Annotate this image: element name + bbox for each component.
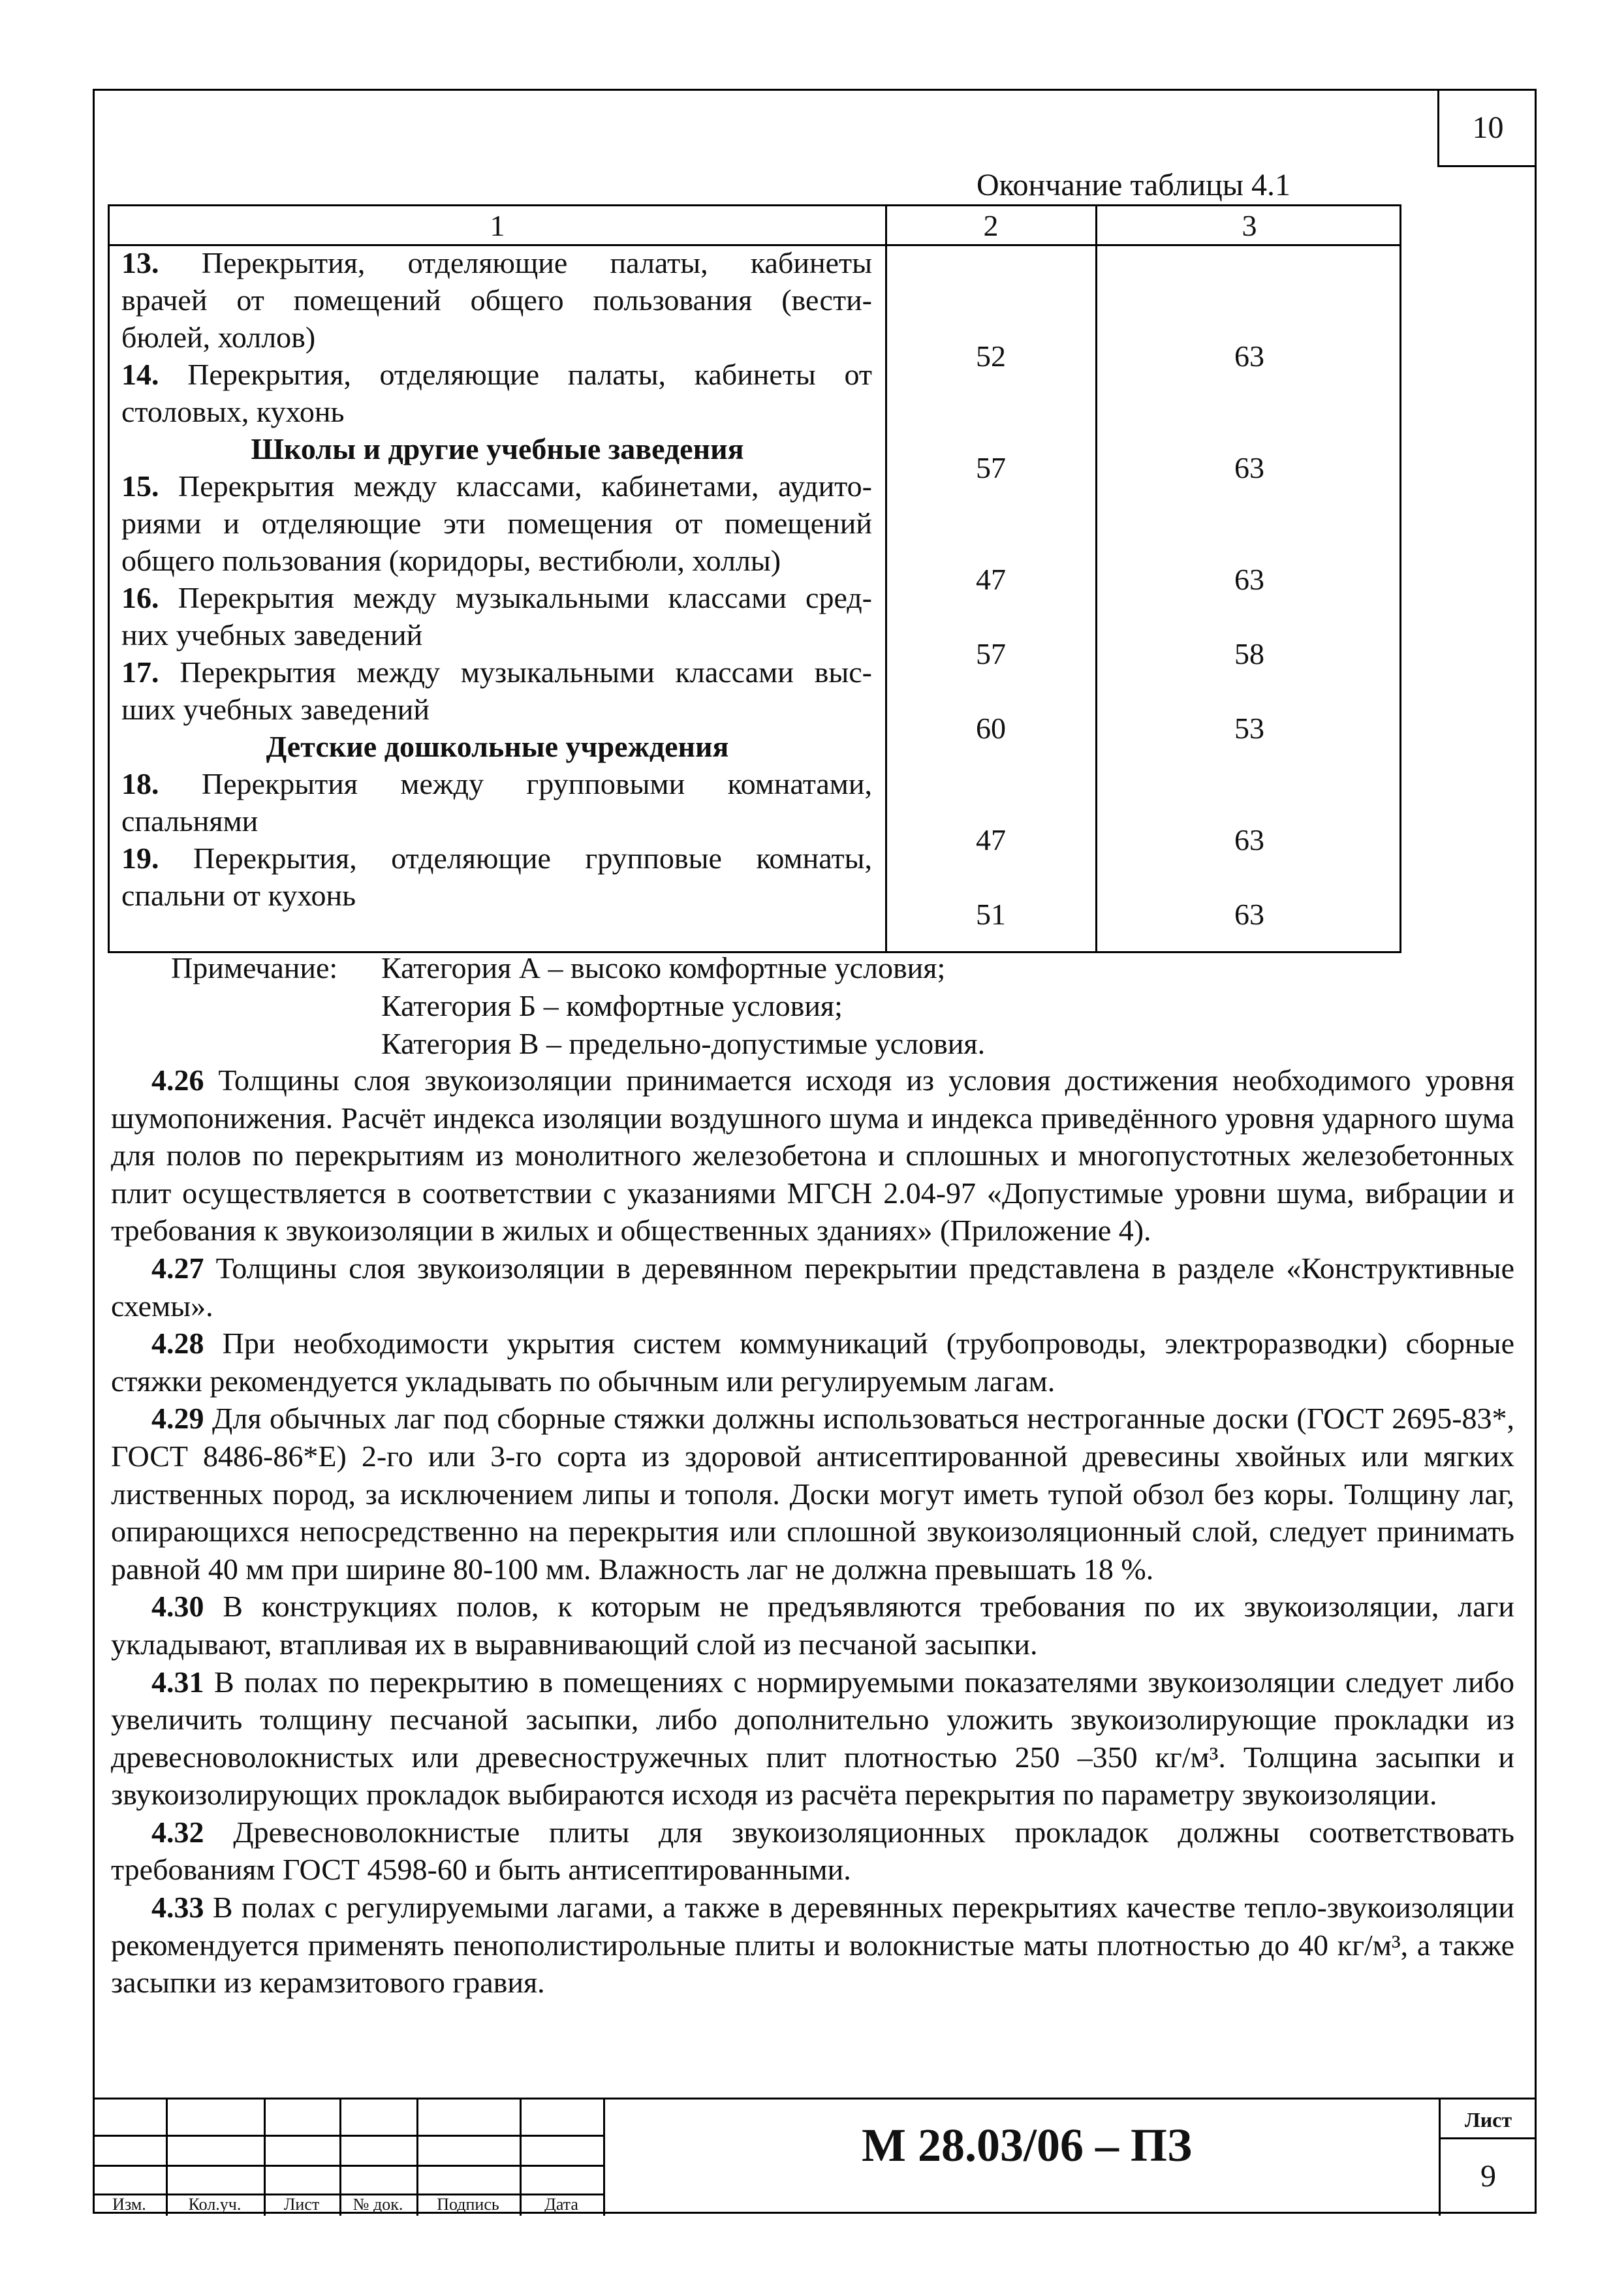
data-table (108, 204, 1401, 953)
table-header-col3: 3 (1242, 208, 1257, 242)
paragraph-text: В конструкциях полов, к которым не предъявляются требования по их звукоизоляции, лаги укладывают, втапливая их в выравнивающий слой из песчаной засыпки. (111, 1590, 1514, 1661)
value-cell: 47 (976, 563, 1006, 596)
stamp-label-docnum: № док. (352, 2195, 403, 2214)
stamp-row-line (93, 2165, 603, 2167)
row-15-number: 15. (121, 469, 159, 503)
paragraph-4-28 (111, 1325, 1514, 1400)
row-13-line-3: бюлей, холлов) (121, 321, 316, 354)
row-18-number: 18. (121, 767, 159, 800)
value-cell: 47 (976, 823, 1006, 857)
paragraph-text: Древесноволокнистые плиты для звукоизоляционных прокладок должны соответствовать требованиям ГОСТ 4598-60 и быть антисептированными. (111, 1815, 1514, 1887)
row-14-number: 14. (121, 358, 159, 391)
paragraph-text: При необходимости укрытия систем коммуникаций (трубопроводы, электроразводки) сборные стяжки рекомендуется укладывать по обычным или регулируемым лагам. (111, 1327, 1514, 1398)
value-cell: 51 (976, 898, 1006, 931)
table-row-16 (121, 579, 872, 653)
table-row-15 (121, 467, 872, 579)
sheet-number: 9 (1480, 2158, 1496, 2194)
value-cell: 63 (1234, 898, 1264, 931)
note-line-3: Категория В – предельно-допустимые условия. (381, 1027, 986, 1060)
paragraph-number: 4.27 (151, 1251, 204, 1285)
row-17-number: 17. (121, 655, 159, 689)
paragraph-4-32 (111, 1814, 1514, 1889)
paragraph-number: 4.29 (151, 1402, 204, 1436)
value-cell: 53 (1234, 712, 1264, 745)
row-18-line-2: спальнями (121, 804, 258, 838)
stamp-label-change: Изм. (112, 2195, 146, 2214)
row-18-line-1: Перекрытия между групповыми комнатами, (201, 767, 872, 800)
note-label: Примечание: (171, 951, 338, 984)
paragraph-4-30 (111, 1588, 1514, 1663)
section-heading-schools: Школы и другие учебные заведения (251, 432, 744, 465)
table-row-17 (121, 653, 872, 728)
table-row-13 (121, 244, 872, 356)
row-15-line-3: общего пользования (коридоры, вестибюли, холлы) (121, 544, 781, 577)
paragraph-text: Толщины слоя звукоизоляции в деревянном перекрытии представлена в разделе «Конструктивные схемы». (111, 1251, 1514, 1323)
value-cell: 63 (1234, 823, 1264, 857)
document-code: М 28.03/06 – ПЗ (862, 2118, 1192, 2171)
value-cell: 63 (1234, 339, 1264, 373)
stamp-row-line (1439, 2137, 1537, 2139)
body-text (111, 1062, 1514, 2002)
paragraph-text: Для обычных лаг под сборные стяжки должны использоваться нестроганные доски (ГОСТ 2695-83*, ГОСТ 8486-86*Е) 2-го или 3-го сорта из здоровой антисептированной древесины хвойных или мягких лиственных пород, за исключением липы и тополя. Доски могут иметь тупой обзол без коры. Толщину лаг, опирающихся непосредственно на перекрытия или сплошной звукоизоляционный слой, следует принимать равной 40 мм при ширине 80-100 мм. Влажность лаг не должна превышать 18 %. (111, 1402, 1515, 1586)
row-19-line-2: спальни от кухонь (121, 879, 356, 912)
row-13-line-1: Перекрытия, отделяющие палаты, кабинеты (201, 246, 873, 279)
note-line-1: Категория А – высоко комфортные условия; (381, 951, 946, 984)
paragraph-text: В полах с регулируемыми лагами, а также в деревянных перекрытиях качестве тепло-звукоизоляции рекомендуется применять пенополистирольные плиты и волокнистые маты плотностью до 40 кг/м³, а также засыпки из керамзитового гравия. (111, 1891, 1515, 2000)
table-row-14 (121, 356, 872, 430)
table-row-19 (121, 840, 872, 914)
value-cell: 63 (1234, 563, 1264, 596)
section-heading-kindergartens: Детские дошкольные учреждения (266, 730, 729, 763)
paragraph-number: 4.28 (151, 1327, 204, 1360)
paragraph-number: 4.33 (151, 1891, 204, 1925)
paragraph-number: 4.26 (151, 1063, 204, 1097)
page-number: 10 (1437, 90, 1537, 167)
value-cell: 52 (976, 339, 1006, 373)
value-cell: 63 (1234, 451, 1264, 484)
stamp-label-date: Дата (544, 2195, 578, 2214)
sheet-label: Лист (1464, 2107, 1512, 2131)
value-cell: 58 (1234, 637, 1264, 670)
paragraph-number: 4.31 (151, 1665, 204, 1699)
paragraph-4-31 (111, 1663, 1514, 1814)
row-16-line-2: них учебных заведений (121, 618, 423, 652)
value-cell: 57 (976, 637, 1006, 670)
value-cell: 60 (976, 712, 1006, 745)
row-15-line-2: риями и отделяющие эти помещения от помещений (121, 507, 872, 540)
paragraph-4-27 (111, 1250, 1514, 1325)
row-17-line-1: Перекрытия между музыкальными классами выс- (180, 655, 872, 689)
row-17-line-2: ших учебных заведений (121, 693, 430, 726)
paragraph-text: Толщины слоя звукоизоляции принимается исходя из условия достижения необходимого уровня шумопонижения. Расчёт индекса изоляции воздушного шума и индекса приведённого уровня ударного шума для полов по перекрытиям из монолитного железобетона и сплошных и многопустотных железобетонных плит осуществляется в соответствии с указаниями МГСН 2.04-97 «Допустимые уровни шума, вибрации и требования к звукоизоляции в жилых и общественных зданиях» (Приложение 4). (111, 1063, 1514, 1248)
paragraph-text: В полах по перекрытию в помещениях с нормируемыми показателями звукоизоляции следует либо увеличить толщину песчаной засыпки, либо дополнительно уложить звукоизолирующие прокладки из древесноволокнистых или древесностружечных плит плотностью 250 –350 кг/м³. Толщина засыпки и звукоизолирующих прокладок выбираются исходя из расчёта перекрытия по параметру звукоизоляции. (111, 1665, 1514, 1812)
row-13-line-2: врачей от помещений общего пользования (вести- (121, 283, 872, 317)
table-row-18 (121, 765, 872, 840)
paragraph-4-26 (111, 1062, 1514, 1250)
stamp-divider (603, 2099, 605, 2216)
value-cell: 57 (976, 451, 1006, 484)
row-14-line-1: Перекрытия, отделяющие палаты, кабинеты от (187, 358, 873, 391)
stamp-label-count: Кол.уч. (188, 2195, 242, 2214)
paragraph-number: 4.32 (151, 1815, 204, 1849)
row-13-number: 13. (121, 246, 159, 279)
paragraph-4-29 (111, 1400, 1514, 1588)
table-header-col2: 2 (983, 208, 999, 242)
paragraph-4-33 (111, 1889, 1514, 2002)
row-14-line-2: столовых, кухонь (121, 395, 345, 428)
paragraph-number: 4.30 (151, 1590, 204, 1624)
table-caption: Окончание таблицы 4.1 (977, 168, 1291, 202)
stamp-row-line (93, 2135, 603, 2137)
title-block (93, 2098, 1537, 2214)
stamp-label-sheet: Лист (283, 2195, 320, 2214)
row-15-line-1: Перекрытия между классами, кабинетами, аудито- (178, 469, 872, 503)
row-16-line-1: Перекрытия между музыкальными классами сред- (178, 581, 872, 614)
row-16-number: 16. (121, 581, 159, 614)
stamp-label-signature: Подпись (437, 2195, 499, 2214)
row-19-line-1: Перекрытия, отделяющие групповые комнаты, (193, 841, 873, 875)
table-header-col1: 1 (490, 208, 505, 242)
row-19-number: 19. (121, 841, 159, 875)
note-line-2: Категория Б – комфортные условия; (381, 989, 843, 1022)
